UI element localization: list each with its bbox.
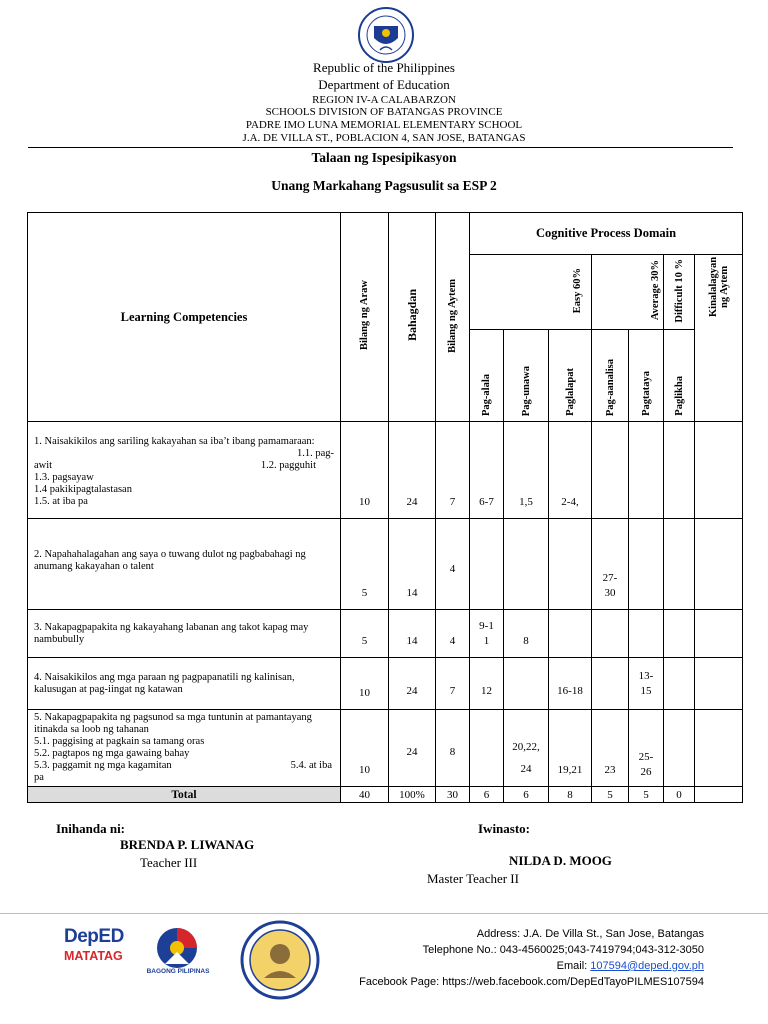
alala-value: 9-11 — [479, 619, 494, 647]
unawa-cell: 1,5 — [504, 422, 549, 519]
alala-cell — [470, 519, 504, 610]
days-cell: 10 — [341, 422, 389, 519]
header-divider — [28, 147, 733, 148]
unawa-value: 20,22, — [512, 741, 540, 753]
footer-email-line — [557, 958, 704, 974]
reviewed-by-name: NILDA D. MOOG — [509, 853, 612, 868]
percent-header-label: Bahagdan — [404, 289, 419, 342]
sub-header-pag-unawa — [504, 330, 549, 422]
matatag-wordmark: MATATAG — [64, 949, 123, 963]
header-republic: Republic of the Philippines — [313, 60, 455, 75]
competency-text: 5. Nakapagpapakita ng pagsunod sa mga tuntunin at pamantayang itinakda sa loob ng tahanan — [34, 712, 312, 735]
competency-text: awit — [34, 460, 53, 471]
reviewed-by-title: Master Teacher II — [427, 871, 519, 886]
days-cell: 5 — [341, 610, 389, 658]
taya-cell — [629, 710, 664, 787]
header-school: PADRE IMO LUNA MEMORIAL ELEMENTARY SCHOOL — [245, 119, 523, 131]
sub-label-pag-unawa: Pag-unawa — [520, 365, 532, 416]
total-alala: 6 — [470, 787, 504, 803]
sub-label-pagtataya: Pagtataya — [640, 371, 652, 416]
days-header — [341, 213, 389, 422]
unawa-cell — [504, 519, 549, 610]
total-label-text: Total — [167, 789, 200, 801]
average-label: Average 30% — [650, 260, 661, 321]
lapat-cell: 16-18 — [549, 658, 592, 710]
percent-cell: 24 — [389, 710, 436, 787]
easy-label: Easy 60% — [572, 267, 583, 314]
days-header-label: Bilang ng Araw — [359, 280, 370, 351]
competency-text: 5.4. at iba — [290, 760, 332, 771]
total-row — [28, 787, 743, 803]
email-label: Email: — [556, 960, 588, 972]
prepared-by-label: Inihanda ni: — [56, 821, 126, 836]
unawa-cell: 8 — [504, 610, 549, 658]
prepared-by-title: Teacher III — [140, 855, 198, 870]
easy-header — [470, 255, 592, 330]
taya-cell — [629, 519, 664, 610]
email-link[interactable]: 107594@deped.gov.ph — [590, 960, 704, 972]
anal-cell: 23 — [592, 710, 629, 787]
reviewed-by-label: Iwinasto: — [478, 821, 531, 836]
location-cell — [695, 610, 743, 658]
competency-cell — [28, 658, 341, 710]
alala-cell: 6-7 — [470, 422, 504, 519]
total-anal: 5 — [592, 787, 629, 803]
items-header — [436, 213, 470, 422]
days-cell: 10 — [341, 658, 389, 710]
percent-header — [389, 213, 436, 422]
anal-cell — [592, 658, 629, 710]
percent-cell: 24 — [389, 658, 436, 710]
anal-value: 27-30 — [602, 572, 618, 599]
unawa-cell — [504, 710, 549, 787]
lapat-cell — [549, 519, 592, 610]
alala-cell — [470, 610, 504, 658]
footer-facebook[interactable]: Facebook Page: https://web.facebook.com/DepEdTayoPILMES107594 — [359, 976, 704, 988]
lapat-cell: 19,21 — [549, 710, 592, 787]
alala-cell — [470, 710, 504, 787]
header-department: Department of Education — [318, 77, 450, 92]
total-unawa: 6 — [504, 787, 549, 803]
school-seal-logo — [240, 920, 320, 1000]
competency-cell — [28, 610, 341, 658]
items-cell: 7 — [436, 422, 470, 519]
likha-cell — [664, 519, 695, 610]
total-taya: 5 — [629, 787, 664, 803]
sub-header-pag-aanalisa — [592, 330, 629, 422]
lapat-cell — [549, 610, 592, 658]
difficult-label: Difficult 10 % — [673, 258, 685, 323]
alala-cell: 12 — [470, 658, 504, 710]
header-address: J.A. DE VILLA ST., POBLACION 4, SAN JOSE, BATANGAS — [242, 132, 526, 144]
specification-table — [27, 212, 743, 803]
taya-value: 25-26 — [638, 751, 654, 778]
total-lapat: 8 — [549, 787, 592, 803]
unawa-cell — [504, 658, 549, 710]
footer-telephone: Telephone No.: 043-4560025;043-7419794;043-312-3050 — [422, 944, 704, 956]
items-cell: 4 — [436, 610, 470, 658]
sub-header-pag-alala — [470, 330, 504, 422]
competency-text: 1.3. pagsayaw — [34, 472, 94, 483]
total-percent: 100% — [389, 787, 436, 803]
doc-title: Talaan ng Ispesipikasyon — [311, 150, 457, 165]
table-row — [28, 610, 743, 658]
deped-matatag-logo — [64, 926, 134, 986]
anal-cell — [592, 610, 629, 658]
unawa-value: 24 — [520, 763, 532, 775]
location-cell — [695, 658, 743, 710]
cognitive-domain-header: Cognitive Process Domain — [470, 213, 743, 255]
location-label: Kinalalagyan ng Aytem — [707, 256, 730, 317]
competency-text: 1.4 pakikipagtalastasan — [34, 484, 132, 495]
footer-divider — [0, 913, 768, 914]
deped-wordmark: DepED — [64, 926, 124, 947]
sub-header-pagtataya — [629, 330, 664, 422]
location-header — [695, 255, 743, 422]
days-cell: 10 — [341, 710, 389, 787]
sub-label-paglalapat: Paglalapat — [564, 368, 576, 416]
bagong-pilipinas-text: BAGONG PILIPINAS — [146, 968, 210, 975]
average-header — [592, 255, 664, 330]
doc-subtitle: Unang Markahang Pagsusulit sa ESP 2 — [271, 178, 497, 193]
header-division: SCHOOLS DIVISION OF BATANGAS PROVINCE — [265, 106, 503, 118]
competency-text: 5.2. pagtapos ng mga gawaing bahay — [34, 748, 190, 759]
table-row — [28, 710, 743, 787]
total-items: 30 — [436, 787, 470, 803]
footer-address: Address: J.A. De Villa St., San Jose, Batangas — [476, 928, 704, 940]
deped-seal-logo — [350, 6, 422, 64]
anal-cell — [592, 422, 629, 519]
competency-text: 1.2. pagguhit — [260, 460, 316, 471]
competency-cell — [28, 422, 341, 519]
competency-text: 1.5. at iba pa — [34, 496, 88, 507]
percent-cell: 14 — [389, 519, 436, 610]
total-days: 40 — [341, 787, 389, 803]
likha-cell — [664, 610, 695, 658]
table-row — [28, 422, 743, 519]
taya-value: 13-15 — [638, 669, 654, 697]
likha-cell — [664, 710, 695, 787]
days-cell: 5 — [341, 519, 389, 610]
total-likha: 0 — [664, 787, 695, 803]
likha-cell — [664, 658, 695, 710]
competency-text: 5.3. paggamit ng mga kagamitan — [34, 760, 172, 771]
anal-cell — [592, 519, 629, 610]
items-header-label: Bilang ng Aytem — [447, 278, 458, 353]
sub-header-paglalapat — [549, 330, 592, 422]
likha-cell — [664, 422, 695, 519]
location-cell — [695, 422, 743, 519]
sub-header-paglikha — [664, 330, 695, 422]
competency-text: 3. Nakapagpapakita ng kakayahang labanan ang takot kapag may nambubully — [34, 621, 309, 645]
items-cell: 4 — [436, 519, 470, 610]
total-label — [28, 787, 341, 803]
location-cell — [695, 519, 743, 610]
competency-text: 5.1. paggising at pagkain sa tamang oras — [34, 736, 205, 747]
taya-cell — [629, 610, 664, 658]
competency-text: 4. Naisakikilos ang mga paraan ng pagpapanatili ng kalinisan, kalusugan at pag-iingat ng katawan — [34, 671, 295, 695]
items-cell: 7 — [436, 658, 470, 710]
competency-cell — [28, 710, 341, 787]
lapat-cell: 2-4, — [549, 422, 592, 519]
percent-cell: 14 — [389, 610, 436, 658]
sub-label-pag-alala: Pag-alala — [481, 374, 492, 416]
taya-cell — [629, 658, 664, 710]
items-cell: 8 — [436, 710, 470, 787]
competency-cell — [28, 519, 341, 610]
competency-text: pa — [34, 772, 44, 783]
total-location — [695, 787, 743, 803]
header-region: REGION IV-A CALABARZON — [312, 94, 456, 106]
sub-label-pag-aanalisa: Pag-aanalisa — [604, 358, 616, 416]
competency-text: 2. Napahahalagahan ang saya o tuwang dulot ng pagbabahagi ng anumang kakayahan o talent — [34, 549, 306, 572]
competency-text: 1. Naisakikilos ang sariling kakayahan sa iba’t ibang pamamaraan: — [34, 436, 315, 447]
table-row — [28, 519, 743, 610]
percent-cell: 24 — [389, 422, 436, 519]
learning-competencies-header: Learning Competencies — [28, 213, 341, 422]
prepared-by-name: BRENDA P. LIWANAG — [120, 837, 255, 852]
taya-cell — [629, 422, 664, 519]
location-cell — [695, 710, 743, 787]
table-row — [28, 658, 743, 710]
sub-label-paglikha: Paglikha — [673, 376, 685, 416]
difficult-header — [664, 255, 695, 330]
competency-text: 1.1. pag- — [296, 448, 334, 459]
